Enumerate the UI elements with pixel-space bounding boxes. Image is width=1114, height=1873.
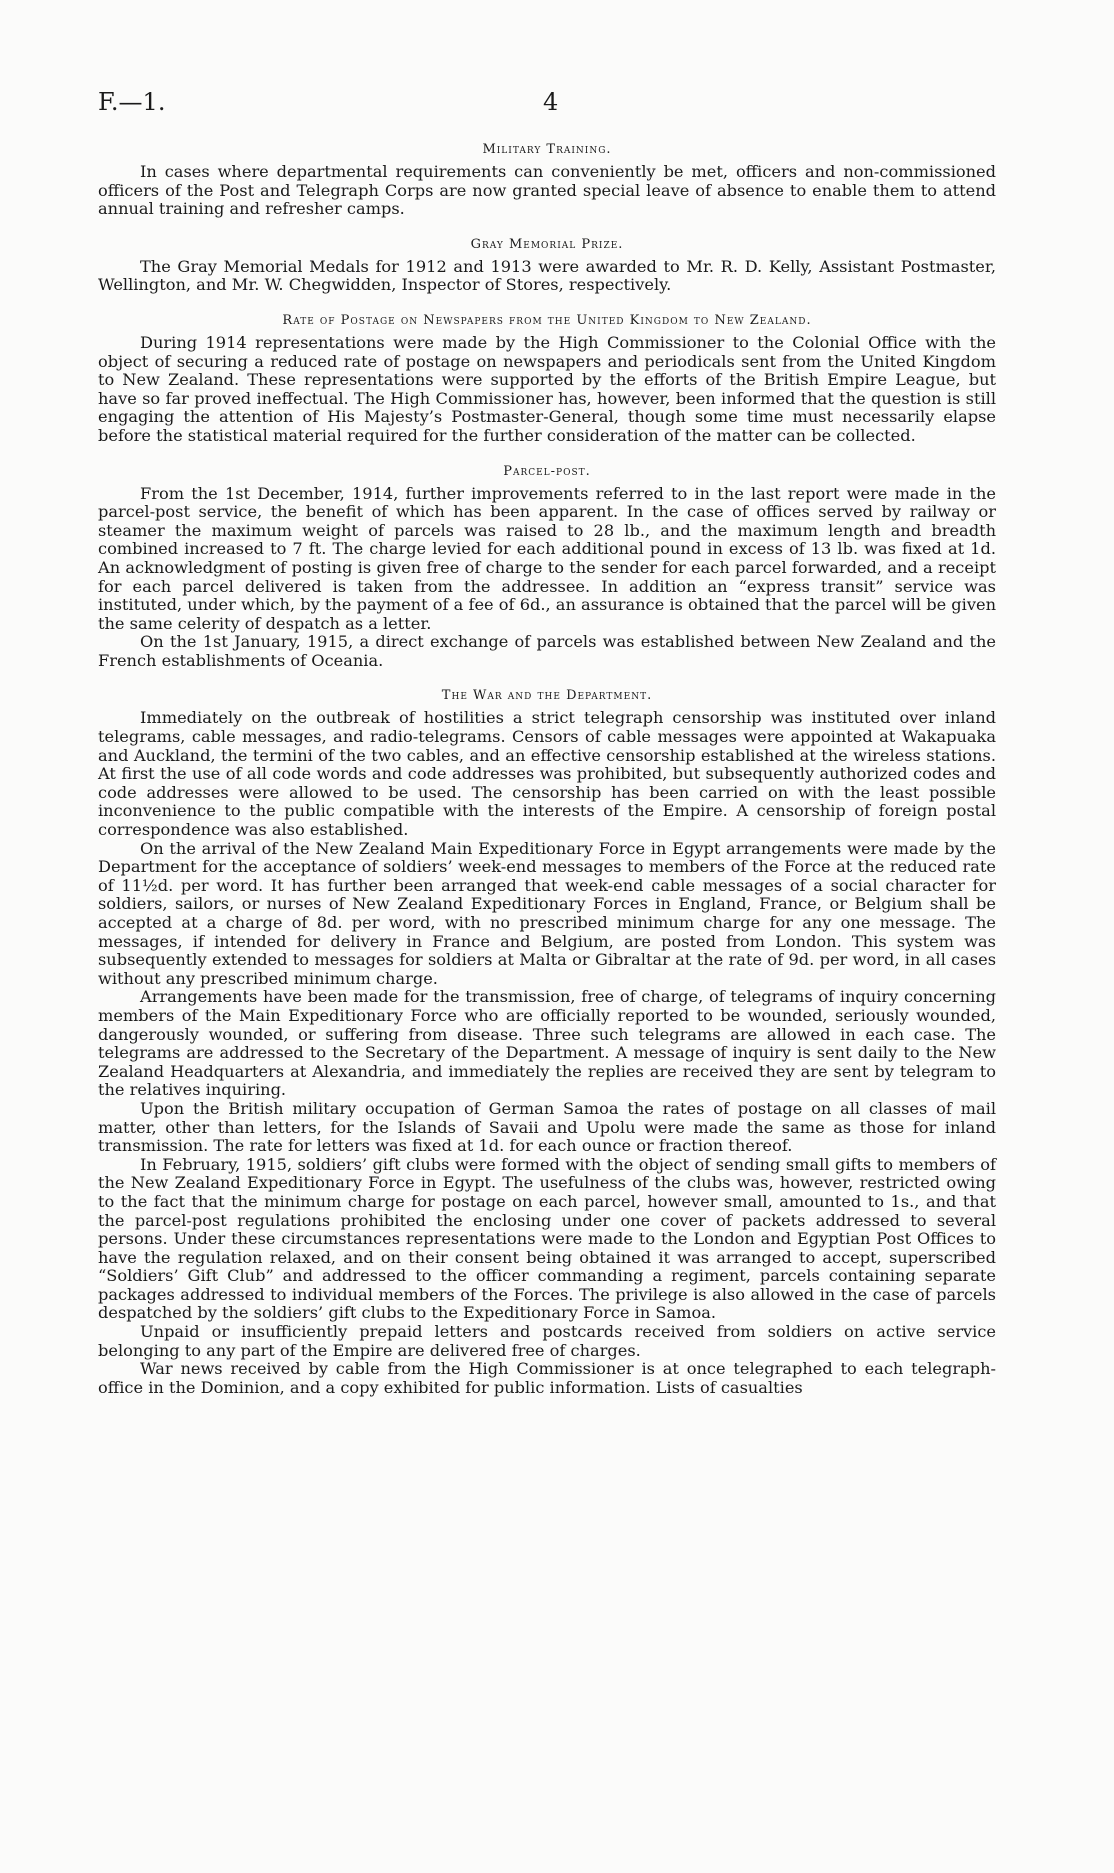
paragraph: Arrangements have been made for the transmission, free of charge, of telegrams of inquiry concerning members of the Main Expeditionary Force who are officially reported to be wounded, seriously wounded, dangerously wounded, or suffering from disease. Three such telegrams are allowed in each case. The telegrams are addressed to the Secretary of the Department. A message of inquiry is sent daily to the New Zealand Headquarters at Alexandria, and immediately the replies are received they are sent by telegram to the relatives inquiring. [98,987,996,1100]
section-military-training [98,142,996,219]
paragraph: During 1914 representations were made by the High Commissioner to the Colonial Office with the object of securing a reduced rate of postage on newspapers and periodicals sent from the United Kingdom to New Zealand. These representations were supported by the efforts of the British Empire League, but have so far proved ineffectual. The High Commissioner has, however, been informed that the question is still engaging the attention of His Majesty’s Postmaster-General, though some time must necessarily elapse before the statistical material required for the further consideration of the matter can be collected. [98,332,996,445]
document-id: F.—1. [98,88,166,116]
paragraph: War news received by cable from the High Commissioner is at once telegraphed to each telegraph-office in the Dominion, and a copy exhibited for public information. Lists of casualties [98,1359,996,1397]
paragraph: On the arrival of the New Zealand Main Expeditionary Force in Egypt arrangements were made by the Department for the acceptance of soldiers’ week-end messages to members of the Force at the reduced rate of 11½d. per word. It has further been arranged that week-end cable messages of a social character for soldiers, sailors, or nurses of New Zealand Expeditionary Forces in England, France, or Belgium shall be accepted at a charge of 8d. per word, with no prescribed minimum charge for any one message. The messages, if intended for delivery in France and Belgium, are posted from London. This system was subsequently extended to messages for soldiers at Malta or Gibraltar at the rate of 9d. per word, in all cases without any prescribed minimum charge. [98,838,996,988]
paragraph: In February, 1915, soldiers’ gift clubs were formed with the object of sending small gifts to members of the New Zealand Expeditionary Force in Egypt. The usefulness of the clubs was, however, restricted owing to the fact that the minimum charge for postage on each parcel, however small, amounted to 1s., and that the parcel-post regulations prohibited the enclosing under one cover of packets addressed to several persons. Under these circumstances representations were made to the London and Egyptian Post Offices to have the regulation relaxed, and on their consent being obtained it was arranged to accept, superscribed “Soldiers’ Gift Club” and addressed to the officer commanding a regiment, parcels containing separate packages addressed to individual members of the Forces. The privilege is also allowed in the case of parcels despatched by the soldiers’ gift clubs to the Expeditionary Force in Samoa. [98,1154,996,1323]
document-body [98,142,996,1397]
section-heading: Gray Memorial Prize. [470,236,624,252]
section-heading: The War and the Department. [441,688,653,704]
paragraph: Immediately on the outbreak of hostilities a strict telegraph censorship was instituted over inland telegrams, cable messages, and radio-telegrams. Censors of cable messages were appointed at Wakapuaka and Auckland, the termini of the two cables, and an effective censorship established at the wireless stations. At first the use of all code words and code addresses was prohibited, but subsequently authorized codes and code addresses were allowed to be used. The censorship has been carried on with the least possible inconvenience to the public compatible with the interests of the Empire. A censorship of foreign postal correspondence was also established. [98,708,996,840]
section-war-and-department [98,688,996,1397]
paragraph: The Gray Memorial Medals for 1912 and 1913 were awarded to Mr. R. D. Kelly, Assistant Postmaster, Wellington, and Mr. W. Chegwidden, Inspector of Stores, respectively. [98,256,996,295]
section-newspaper-postage [98,313,996,446]
paragraph: From the 1st December, 1914, further improvements referred to in the last report were made in the parcel-post service, the benefit of which has been apparent. In the case of offices served by railway or steamer the maximum weight of parcels was raised to 28 lb., and the maximum length and breadth combined increased to 7 ft. The charge levied for each additional pound in excess of 13 lb. was fixed at 1d. An acknowledgment of posting is given free of charge to the sender for each parcel forwarded, and a receipt for each parcel delivered is taken from the addressee. In addition an “express transit” service was instituted, under which, by the payment of a fee of 6d., an assurance is obtained that the parcel will be given the same celerity of despatch as a letter. [98,483,996,633]
section-parcel-post [98,464,996,671]
page-number: 4 [543,88,559,116]
page-header [98,88,998,128]
section-heading: Military Training. [482,142,612,157]
paragraph: Unpaid or insufficiently prepaid letters and postcards received from soldiers on active service belonging to any part of the Empire are delivered free of charges. [98,1322,996,1360]
section-heading: Parcel-post. [503,463,591,479]
section-gray-memorial-prize [98,237,996,295]
paragraph: On the 1st January, 1915, a direct exchange of parcels was established between New Zealand and the French establishments of Oceania. [98,632,996,670]
paragraph: In cases where departmental requirements can conveniently be met, officers and non-commissioned officers of the Post and Telegraph Corps are now granted special leave of absence to enable them to attend annual training and refresher camps. [98,162,996,219]
section-heading: Rate of Postage on Newspapers from the United Kingdom to New Zealand. [282,312,812,328]
paragraph: Upon the British military occupation of German Samoa the rates of postage on all classes of mail matter, other than letters, for the Islands of Savaii and Upolu were made the same as those for inland transmission. The rate for letters was fixed at 1d. for each ounce or fraction thereof. [98,1098,996,1156]
